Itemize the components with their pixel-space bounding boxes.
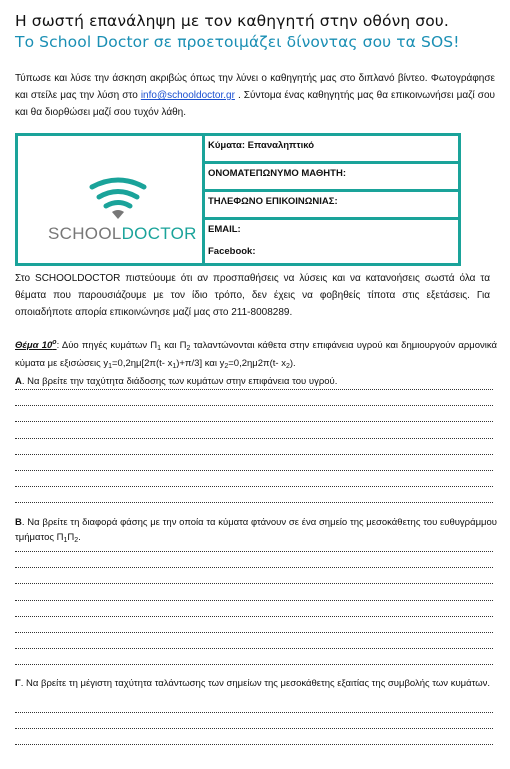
answer-line [15,551,493,552]
answer-line [15,712,493,713]
logo-text-school: SCHOOL [48,224,122,243]
question-intro: Θέμα $10^o$: Δύο πηγές κυμάτων $\Pi_1$ και $\Pi_2$ ταλαντώνονται κάθετα στην επιφάνεια υγρού και δημιουργούν αρμονικά κύματα με εξισώσεις $y_1=0,2\eta\mu[2\pi(t-$ $x_1)+\pi/3$] και $y_2=0,2\eta\mu 2\pi(t-$ $x_2$). Α. Να βρείτε την ταχύτητα διάδοσης των κυμάτων στην επιφάνεια του υγρού. [15,339,497,387]
answer-line [15,632,493,633]
answer-line [15,728,493,729]
logo-text-doctor: DOCTOR [121,224,197,243]
answer-line [15,502,493,503]
answer-line [15,486,493,487]
answer-line [15,744,493,745]
about-paragraph: Στο SCHOOLDOCTOR πιστεύουμε ότι αν προσπαθήσεις να λύσεις και να κατανοήσεις σωστά όλα τα θέματα που παρουσιάζουμε με τον ίδιο τρόπο, δεν έχεις να φοβηθείς τίποτα στις εξετάσεις. Για οποιαδήποτε απορία επικοινώνησε μαζί μας στο 211-8008289. [15,273,490,318]
field-kymata: Κύματα: Επαναληπτικό [205,136,461,164]
answer-line [15,600,493,601]
part-a-label: Α [15,376,22,387]
student-info-box [15,133,461,266]
schooldoctor-logo [18,136,205,263]
page-subtitle: Το School Doctor σε προετοιμάζει δίνοντας σου τα SOS! [15,33,460,51]
answer-lines-c[interactable] [15,712,493,761]
answer-line [15,664,493,665]
answer-line [15,583,493,584]
part-a-text: . Να βρείτε την ταχύτητα διάδοσης των κυμάτων στην επιφάνεια του υγρού. [21,376,338,387]
part-b-label: Β [15,517,22,528]
answer-line [15,389,493,390]
thema-label: Θέμα $10^o$ [15,339,57,351]
page-title: Η σωστή επανάληψη με τον καθηγητή στην οθόνη σου. [15,12,449,30]
part-c-label: Γ [15,678,21,689]
answer-lines-a[interactable] [15,389,493,519]
answer-line [15,470,493,471]
intro-text-end: . Σύντομα ένας καθηγητής μας θα επικοινωνήσει μαζί σου και θα διορθώσει μαζί σου τυχόν λάθη. [15,90,495,118]
intro-paragraph [15,70,495,121]
answer-line [15,616,493,617]
field-phone[interactable]: ΤΗΛΕΦΩΝΟ ΕΠΙΚΟΙΝΩΝΙΑΣ: [205,192,461,220]
answer-line [15,454,493,455]
answer-line [15,567,493,568]
question-part-c: Γ. Να βρείτε τη μέγιστη ταχύτητα ταλάντωσης των σημείων της μεσοκάθετης εξαιτίας της συμβολής των κυμάτων. [15,678,491,689]
answer-line [15,438,493,439]
field-email[interactable]: EMAIL: [208,224,241,235]
email-link[interactable]: info@schooldoctor.gr [140,90,235,101]
answer-line [15,648,493,649]
question-part-b: Β. Να βρείτε τη διαφορά φάσης με την οποία τα κύματα φτάνουν σε ένα σημείο της μεσοκάθετης του ευθυγράμμου τμήματος $\Pi_1\Pi_2$. [15,517,497,544]
intro-text: Τύπωσε και λύσε την άσκηση ακριβώς όπως την λύνει ο καθηγητής μας στο διπλανό βίντεο. Φωτογράφησε και στείλε μας την λύση στο [15,73,495,101]
answer-line [15,421,493,422]
answer-line [15,405,493,406]
answer-lines-b[interactable] [15,551,493,681]
field-facebook[interactable]: Facebook: [208,246,256,257]
field-student-name[interactable]: ΟΝΟΜΑΤΕΠΩΝΥΜΟ ΜΑΘΗΤΗ: [205,164,461,192]
